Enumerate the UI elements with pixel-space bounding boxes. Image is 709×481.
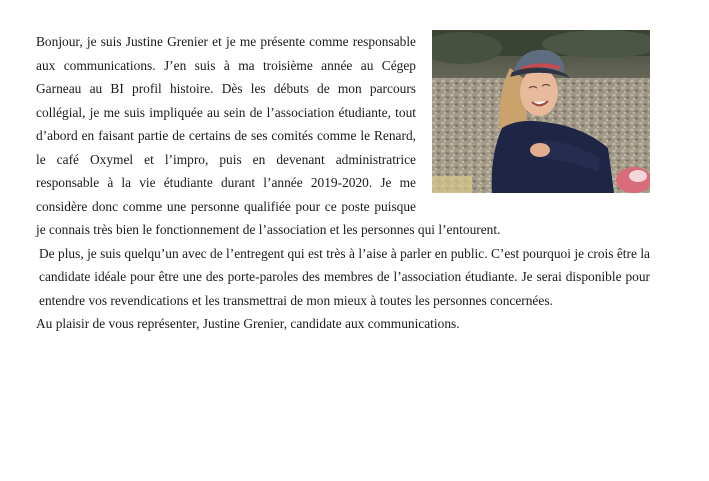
candidate-portrait-photo: [432, 30, 650, 193]
document-body: [36, 30, 650, 336]
qualities-paragraph: De plus, je suis quelqu’un avec de l’entregent qui est très à l’aise à parler en public. C’est pourquoi je crois être la candidate idéale pour être une des porte-paroles des membres de l’association étudiante. Je serai disponible pour entendre vos revendications et les transmettrai de mon mieux à toutes les personnes concernées.: [39, 245, 650, 308]
closing-paragraph: Au plaisir de vous représenter, Justine Grenier, candidate aux communications.: [36, 316, 460, 331]
intro-paragraph: Bonjour, je suis Justine Grenier et je me présente comme responsable aux communications. J’en suis à ma troisième année au Cégep Garneau au BI profil histoire. Dès les débuts de mon parcours collégial, je me suis impliquée au sein de l’association étudiante, tout d’abord en faisant partie de certains de ses comités comme le Renard, le café Oxymel et l’impro, puis en devenant administratrice responsable à la vie étudiante durant l’année 2019-2020. Je me considère donc comme une personne qualifiée pour ce poste puisque je connais très bien le fonctionnement de l’association et les personnes qui l’entourent.: [36, 34, 501, 237]
